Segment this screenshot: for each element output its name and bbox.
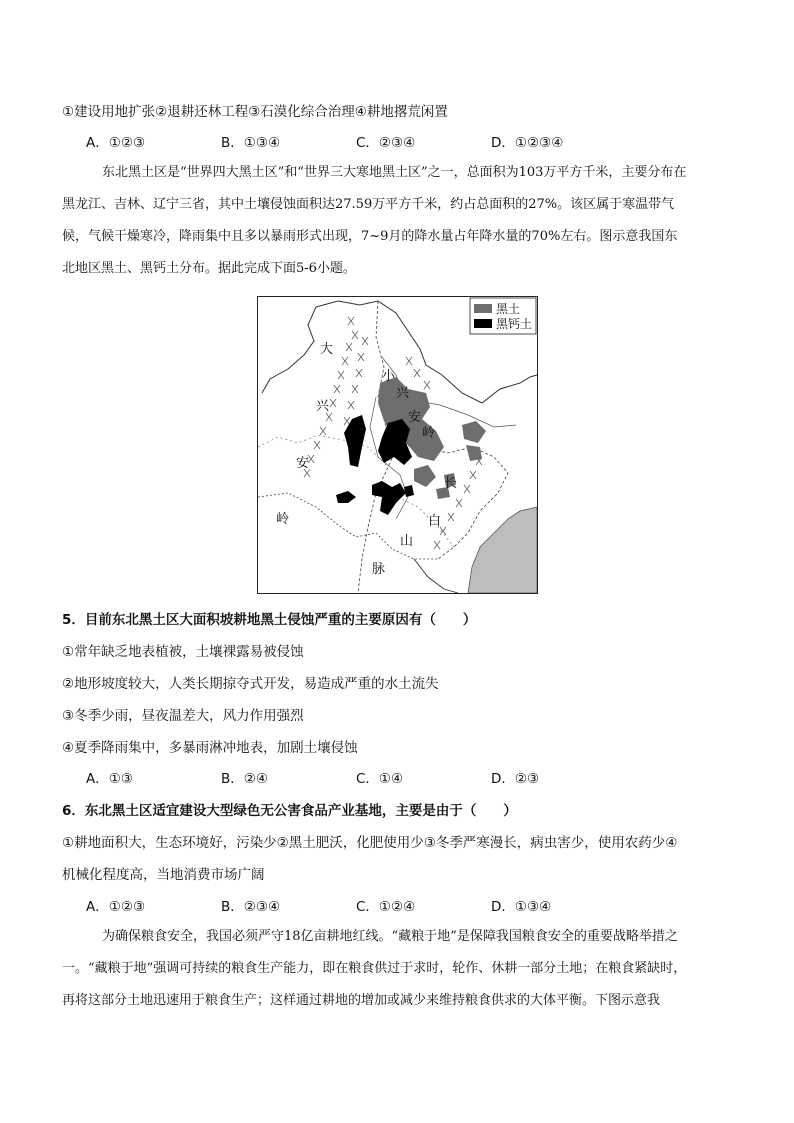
label-shan: 山 — [400, 534, 414, 549]
outro-line: 再将这部分土地迅速用于粮食生产；这样通过耕地的增加或减少来维持粮食供求的大体平衡。下图示意我 — [62, 993, 661, 1008]
choice-a[interactable]: A．①②③ — [86, 135, 146, 151]
legend-chernozem: 黑钙土 — [496, 317, 533, 331]
label-mai: 脉 — [372, 562, 386, 577]
chernozem-patch — [336, 491, 356, 503]
label-ling1: 岭 — [276, 512, 290, 527]
legend-swatch-black-soil — [474, 304, 492, 313]
coast-line — [414, 559, 458, 593]
sea-area — [468, 507, 537, 593]
soil-distribution-map — [257, 296, 538, 594]
choice-d[interactable]: D．①③④ — [491, 899, 552, 915]
label-an2: 安 — [408, 410, 422, 425]
map-legend — [470, 298, 536, 334]
choice-b[interactable]: B．②③④ — [221, 899, 281, 915]
intro-line: 候，气候干燥寒冷，降雨集中且多以暴雨形式出现，7~9月的降水量占年降水量的70%左右。图示意我国东 — [62, 229, 678, 244]
chernozem-patch — [404, 485, 414, 497]
intro-paragraph — [62, 157, 732, 285]
choice-c[interactable]: C．②③④ — [356, 135, 416, 151]
q5-stem: 5．目前东北黑土区大面积坡耕地黑土侵蚀严重的主要原因有（ ） — [62, 612, 477, 628]
choice-b[interactable]: B．②④ — [221, 771, 268, 787]
choice-d[interactable]: D．①②③④ — [491, 135, 564, 151]
choice-d[interactable]: D．②③ — [491, 771, 540, 787]
q6-stem: 6．东北黑土区适宜建设大型绿色无公害食品产业基地，主要是由于（ ） — [62, 803, 517, 819]
map-svg — [258, 297, 537, 593]
black-soil-patch — [466, 445, 482, 461]
outro-paragraph — [62, 921, 732, 1017]
prev-options-line: ①建设用地扩张②退耕还林工程③石漠化综合治理④耕地撂荒闲置 — [62, 104, 448, 120]
q5-item: ②地形坡度较大，人类长期掠夺式开发，易造成严重的水土流失 — [62, 676, 439, 692]
choice-c[interactable]: C．①②④ — [356, 899, 416, 915]
label-an1: 安 — [296, 456, 310, 471]
province-border — [258, 435, 388, 467]
q5-item: ④夏季降雨集中，多暴雨淋冲地表，加剧土壤侵蚀 — [62, 740, 358, 756]
black-soil-patch — [414, 465, 436, 487]
intro-line: 东北黑土区是“世界四大黑土区”和“世界三大寒地黑土区”之一，总面积为103万平方千米，主要分布在 — [102, 165, 687, 180]
label-chang: 长 — [444, 476, 458, 491]
legend-black-soil: 黑土 — [496, 302, 521, 316]
q6-choices — [86, 897, 626, 917]
intro-line: 黑龙江、吉林、辽宁三省，其中土壤侵蚀面积达27.59万平方千米，约占总面积的27%。该区属于寒温带气 — [62, 197, 675, 212]
label-bai: 白 — [428, 514, 442, 529]
q6-item: 机械化程度高，当地消费市场广阔 — [62, 867, 265, 883]
choice-c[interactable]: C．①④ — [356, 771, 404, 787]
q6-item: ①耕地面积大，生态环境好，污染少②黑土肥沃，化肥使用少③冬季严寒漫长，病虫害少，使用农药少④ — [62, 835, 678, 851]
q5-item: ①常年缺乏地表植被，土壤裸露易被侵蚀 — [62, 644, 304, 660]
intro-line: 北地区黑土、黑钙土分布。据此完成下面5-6小题。 — [62, 261, 356, 276]
outro-line: 一。“藏粮于地”强调可持续的粮食生产能力，即在粮食供过于求时，轮作、休耕一部分土地；在粮食紧缺时， — [62, 961, 687, 976]
label-xiao: 小 — [382, 369, 396, 384]
legend-swatch-chernozem — [474, 319, 492, 328]
q5-item: ③冬季少雨，昼夜温差大，风力作用强烈 — [62, 708, 304, 724]
outro-line: 为确保粮食安全，我国必须严守18亿亩耕地红线。“藏粮于地”是保障我国粮食安全的重要战略举措之 — [102, 929, 678, 944]
label-xing2: 兴 — [396, 386, 410, 401]
chernozem-patch — [344, 415, 366, 467]
choice-a[interactable]: A．①③ — [86, 771, 133, 787]
label-da: 大 — [320, 342, 334, 357]
choice-b[interactable]: B．①③④ — [221, 135, 281, 151]
prev-choices — [86, 133, 626, 153]
chernozem-areas — [336, 415, 414, 515]
label-xing1: 兴 — [316, 399, 330, 414]
label-ling2: 岭 — [422, 426, 436, 441]
black-soil-patch — [462, 421, 486, 443]
q5-choices — [86, 769, 626, 789]
choice-a[interactable]: A．①②③ — [86, 899, 146, 915]
national-border-west — [262, 307, 316, 393]
